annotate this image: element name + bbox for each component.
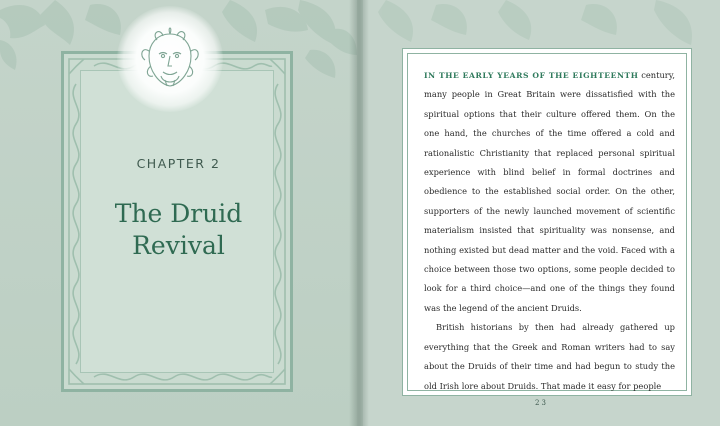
page-number: 23	[535, 399, 548, 407]
right-page	[363, 0, 720, 426]
lead-in-small-caps: IN THE EARLY YEARS OF THE EIGHTEENTH	[424, 71, 639, 80]
paragraph-1-text: century, many people in Great Britain were dissatisfied with the spiritual options that their culture offered them. On the one hand, the churches of the time offered a cold and rationalistic Christianity that replaced personal spiritual experience with blind belief in formal doctrines and obedience to the established social order. On the other, supporters of the newly launched movement of scientific materialism insisted that spirituality was nonsense, and nothing existed but dead matter and the void. Faced with a choice between those two options, some people decided to look for a third choice—and one of the things they found was the legend of the ancient Druids.	[424, 70, 675, 313]
text-panel	[407, 53, 687, 391]
green-man-face-icon	[137, 26, 203, 92]
chapter-title-line-2: Revival	[132, 231, 225, 260]
chapter-title	[0, 198, 357, 262]
chapter-label: CHAPTER 2	[136, 156, 221, 171]
paragraph-1	[424, 66, 675, 318]
book-gutter	[349, 0, 369, 426]
chapter-title-line-1: The Druid	[114, 199, 243, 228]
left-page	[0, 0, 357, 426]
paragraph-2: British historians by then had already gathered up everything that the Greek and Roman writers had to say about the Druids of their time and had begun to study the old Irish lore about Druids. That made it easy for people	[424, 322, 675, 391]
body-text	[424, 66, 675, 396]
